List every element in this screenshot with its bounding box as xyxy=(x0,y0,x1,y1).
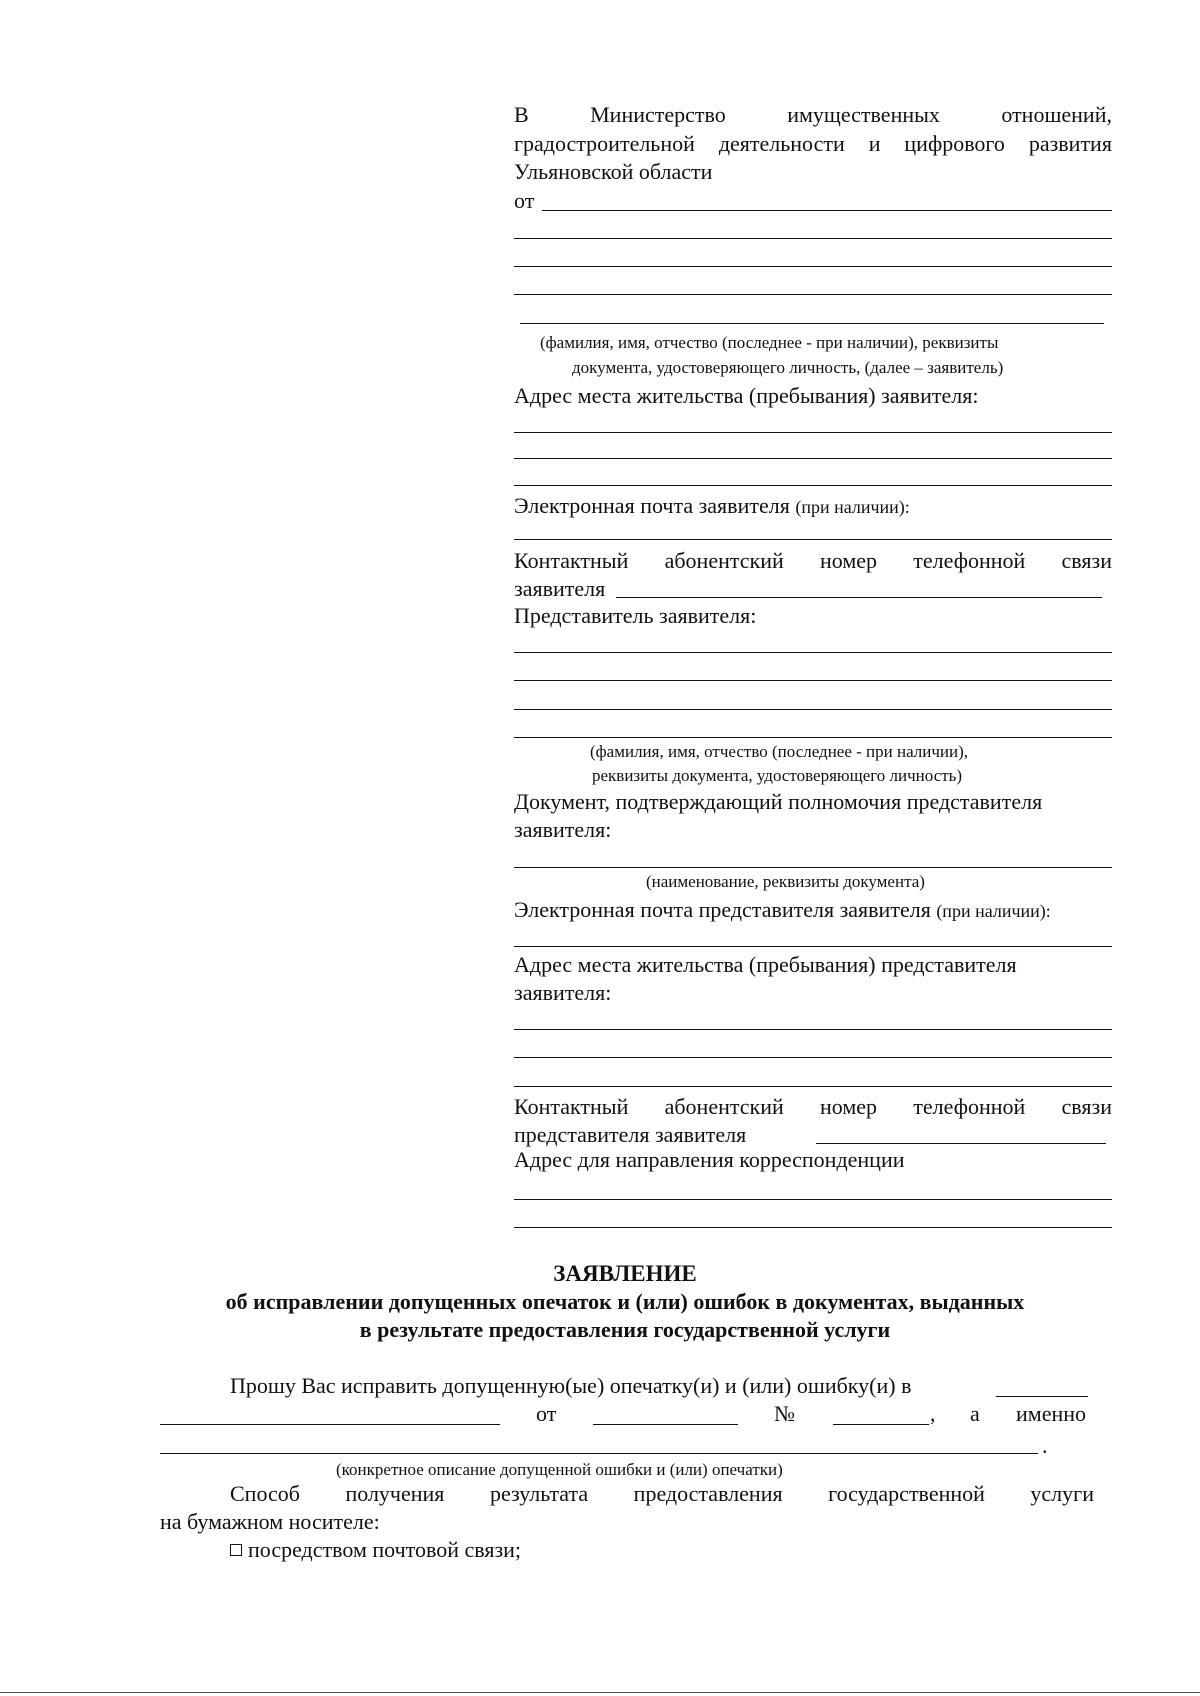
applicant-caption: (фамилия, имя, отчество (последнее - при наличии), реквизиты xyxy=(540,333,999,352)
rep-phone-field[interactable] xyxy=(816,1143,1106,1144)
addressee-word: деятельности xyxy=(718,131,845,156)
rep-field-line[interactable] xyxy=(514,680,1112,681)
option-post-label: посредством почтовой связи; xyxy=(248,1537,522,1562)
document-number-field[interactable] xyxy=(833,1424,929,1425)
rep-label: Представитель заявителя: xyxy=(514,603,757,628)
phone-label-line-1 xyxy=(514,547,1112,575)
statement-subtitle: об исправлении допущенных опечаток и (или) ошибок в документах, выданных xyxy=(225,1289,1025,1314)
address-field-line[interactable] xyxy=(514,458,1112,459)
phone-word: Контактный xyxy=(514,548,629,573)
phone-field[interactable] xyxy=(616,597,1102,598)
from-field[interactable] xyxy=(542,210,1112,211)
method-word: предоставления xyxy=(633,1481,783,1506)
ot-label: от xyxy=(536,1401,557,1426)
rep-caption: реквизиты документа, удостоверяющего личность) xyxy=(592,766,963,785)
addressee-word: градостроительной xyxy=(514,131,695,156)
phone-label-line-2: заявителя xyxy=(514,576,606,601)
rep-address-label: Адрес места жительства (пребывания) представителя xyxy=(514,952,1017,977)
rep-email-field[interactable] xyxy=(514,946,1112,947)
document-field[interactable] xyxy=(996,1396,1088,1397)
applicant-caption: документа, удостоверяющего личность, (далее – заявитель) xyxy=(572,358,1004,377)
applicant-field-line[interactable] xyxy=(514,294,1112,295)
phone-word: номер xyxy=(820,548,878,573)
rep-email-label-text: Электронная почта представителя заявителя xyxy=(514,897,931,922)
method-line-2: на бумажном носителе: xyxy=(160,1509,380,1534)
email-label-text: Электронная почта заявителя xyxy=(514,493,790,518)
addressee-line-1 xyxy=(514,101,1112,129)
email-field[interactable] xyxy=(514,539,1112,540)
method-word: государственной xyxy=(828,1481,985,1506)
method-word: услуги xyxy=(1030,1481,1094,1506)
address-label: Адрес места жительства (пребывания) заявителя: xyxy=(514,383,979,408)
applicant-field-line[interactable] xyxy=(514,238,1112,239)
addressee-word: В xyxy=(514,102,529,127)
rep-phone-word: номер xyxy=(820,1094,878,1119)
rep-doc-caption: (наименование, реквизиты документа) xyxy=(646,872,925,891)
rep-address-label: заявителя: xyxy=(514,980,612,1005)
rep-caption: (фамилия, имя, отчество (последнее - при наличии), xyxy=(590,742,969,761)
addressee-word: Министерство xyxy=(590,102,726,127)
addressee-word: и xyxy=(868,131,881,156)
document-date-field[interactable] xyxy=(593,1424,738,1425)
namely-label: именно xyxy=(1016,1401,1087,1426)
rep-field-line[interactable] xyxy=(514,652,1112,653)
applicant-field-line[interactable] xyxy=(514,266,1112,267)
method-word: результата xyxy=(489,1481,589,1506)
rep-address-field-line[interactable] xyxy=(514,1086,1112,1087)
rep-address-field-line[interactable] xyxy=(514,1029,1112,1030)
rep-phone-word: связи xyxy=(1061,1094,1112,1119)
address-field-line[interactable] xyxy=(514,432,1112,433)
rep-phone-word: абонентский xyxy=(664,1094,784,1119)
statement-title: ЗАЯВЛЕНИЕ xyxy=(553,1261,697,1286)
checkbox[interactable] xyxy=(230,1544,242,1556)
from-label: от xyxy=(514,188,535,213)
method-word: Способ xyxy=(230,1481,300,1506)
no-label: № xyxy=(774,1401,795,1426)
addressee-line-2 xyxy=(514,130,1112,158)
rep-address-field-line[interactable] xyxy=(514,1057,1112,1058)
addressee-word: цифрового xyxy=(904,131,1005,156)
rep-field-line[interactable] xyxy=(514,737,1112,738)
description-caption: (конкретное описание допущенной ошибки и (или) опечатки) xyxy=(336,1460,783,1479)
addressee-word: развития xyxy=(1028,131,1112,156)
comma: , xyxy=(930,1401,936,1426)
period: . xyxy=(1042,1433,1048,1458)
corr-field-line[interactable] xyxy=(514,1199,1112,1200)
statement-subtitle: в результате предоставления государственной услуги xyxy=(359,1317,891,1342)
option-post xyxy=(230,1536,521,1564)
scan-edge xyxy=(0,1692,1200,1693)
rep-field-line[interactable] xyxy=(514,709,1112,710)
rep-phone-word: телефонной xyxy=(913,1094,1026,1119)
rep-phone-word: Контактный xyxy=(514,1094,629,1119)
email-label xyxy=(514,492,910,521)
rep-phone-label-line-2: представителя заявителя xyxy=(514,1122,747,1147)
address-field-line[interactable] xyxy=(514,485,1112,486)
document-name-field[interactable] xyxy=(160,1424,500,1425)
addressee-word: имущественных xyxy=(787,102,940,127)
applicant-field-line[interactable] xyxy=(520,323,1104,324)
rep-doc-field[interactable] xyxy=(514,867,1112,868)
phone-word: телефонной xyxy=(913,548,1026,573)
rep-email-label xyxy=(514,896,1051,925)
addressee-word: отношений, xyxy=(1001,102,1112,127)
email-note: (при наличии): xyxy=(795,497,910,517)
method-line-1 xyxy=(230,1480,1094,1508)
request-text: Прошу Вас исправить допущенную(ые) опечатку(и) и (или) ошибку(и) в xyxy=(230,1373,912,1398)
rep-phone-label-line-1 xyxy=(514,1093,1112,1121)
addressee-line-3: Ульяновской области xyxy=(514,159,713,184)
phone-word: связи xyxy=(1061,548,1112,573)
rep-doc-label: Документ, подтверждающий полномочия представителя xyxy=(514,789,1043,814)
rep-doc-label: заявителя: xyxy=(514,817,612,842)
a-label: а xyxy=(970,1401,980,1426)
corr-label: Адрес для направления корреспонденции xyxy=(514,1147,905,1172)
corr-field-line[interactable] xyxy=(514,1227,1112,1228)
rep-email-note: (при наличии): xyxy=(936,901,1051,921)
method-word: получения xyxy=(345,1481,445,1506)
error-description-field[interactable] xyxy=(160,1453,1038,1454)
phone-word: абонентский xyxy=(664,548,784,573)
